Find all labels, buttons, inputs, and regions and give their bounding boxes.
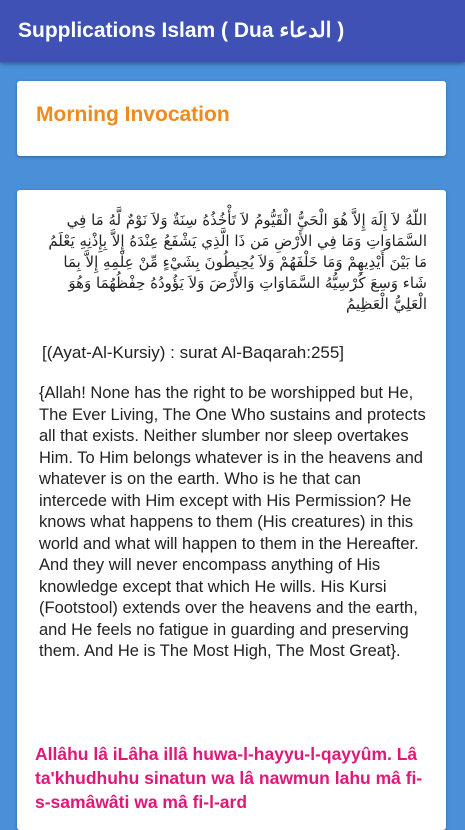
- arabic-text: اللّهُ لاَ إِلَهَ إِلاَّ هُوَ الْحَيُّ الْقَيُّومُ لاَ تَأْخُذُهُ سِنَةٌ وَلاَ نَوْمٌ لَّهُ مَا فِي السَّمَاوَاتِ وَمَا فِي الأَرْضِ مَن ذَا الَّذِي يَشْفَعُ عِنْدَهُ إِلاَّ بِإِذْنِهِ يَعْلَمُ مَا بَيْنَ أَيْدِيهِمْ وَمَا خَلْفَهُمْ وَلاَ يُحِيطُونَ بِشَيْءٍ مِّنْ عِلْمِهِ إِلاَّ بِمَا شَاء وَسِعَ كُرْسِيُّهُ السَّمَاوَاتِ وَالأَرْضَ وَلاَ يَؤُودُهُ حِفْظُهُمَا وَهُوَ الْعَلِيُّ الْعَظِيمُ: [48, 211, 427, 313]
- dua-content-card: [17, 190, 446, 830]
- invocation-title: Morning Invocation: [36, 103, 230, 126]
- app-title: Supplications Islam ( Dua الدعاء ): [18, 19, 345, 42]
- app-bar: [0, 0, 465, 62]
- quran-reference: [(Ayat-Al-Kursiy) : surat Al-Baqarah:255]: [42, 343, 345, 362]
- transliteration-text: Allâhu lâ iLâha illâ huwa-l-hayyu-l-qayyûm. Lâ ta'khudhuhu sinatun wa lâ nawmun lahu mâ fi-s-samâwâti wa mâ fi-l-ard: [35, 744, 423, 812]
- english-translation: {Allah! None has the right to be worshipped but He, The Ever Living, The One Who sustains and protects all that exists. Neither slumber nor sleep overtakes Him. To Him belongs whatever is in the heavens and whatever is on the earth. Who is he that can intercede with Him except with His Permission? He knows what happens to them (His creatures) in this world and what will happen to them in the Hereafter. And they will never encompass anything of His knowledge except that which He wills. His Kursi (Footstool) extends over the heavens and the earth, and He feels no fatigue in guarding and preserving them. And He is The Most High, The Most Great}.: [39, 384, 426, 660]
- invocation-title-card[interactable]: [17, 81, 446, 156]
